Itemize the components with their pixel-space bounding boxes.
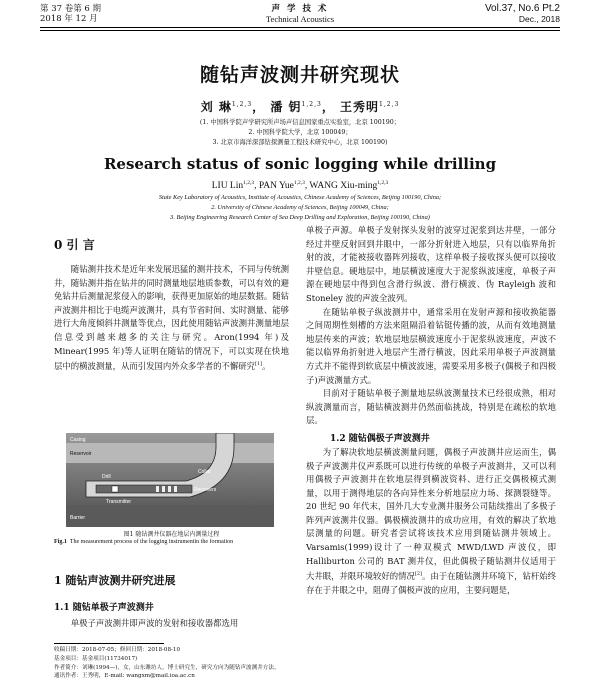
volume-en: Vol.37, No.6 Pt.2 (484, 3, 560, 14)
transmitter (112, 486, 118, 492)
journal-en: Technical Acoustics (265, 14, 335, 24)
affiliation-cn: 3. 北京市海洋深部钻探测量工程技术研究中心，北京 100190) (212, 139, 388, 146)
label-barrier: Barrier (70, 515, 86, 521)
barrier-layer (66, 505, 274, 527)
affiliations-en (0, 193, 600, 223)
author-sup: 1,2,3 (231, 101, 253, 108)
authors-cn: 刘 琳$^{1,2,3}$， 潘 钥$^{1,2,3}$， 王秀明$^{1,2,3}$ (200, 100, 400, 114)
authors-en: LIU Lin$^{1,2,3}$, PAN Yue$^{1,2,3}$, WANG Xiu-ming$^{1,2,3}$ (211, 180, 389, 192)
intro-text: 随钻测井技术是近年来发展迅猛的测井技术，不同与传统测井，随钻测井指在钻井的同时测量地层地质参数，可以有效的避免钻井后测量泥浆侵入的影响，获得更加原始的地层数据。随钻声波测井相比于电缆声波测井，具有节省时间、实时测量、能够进行大角度倾斜井测量等优点，因此使用随钻声波测井测量地层信息受到越来越多的关注与研究。Aron(1994 年)及 Minear(1995 年)等人证明在随钻的情况下，可以实现在快地层中的横波测量，从而引发国内外众多学者的不懈研究 (54, 264, 289, 371)
fund-info: 基金项目：基金项目(11734017) (54, 655, 138, 662)
date-cn: 2018 年 12 月 (40, 14, 98, 24)
header-center (40, 4, 560, 24)
affiliation-en: 3. Beijing Engineering Research Center of Sea Deep Drilling and Exploration, Beijing 100190, China) (170, 214, 430, 221)
affiliation-cn: (1. 中国科学院声学研究所声场声信息国家重点实验室，北京 100190； (199, 119, 401, 126)
running-header (40, 4, 560, 28)
author-en: WANG Xiu-ming (309, 181, 378, 192)
received-date: 收稿日期：2018-07-05；修回日期：2018-08-10 (54, 647, 181, 653)
citation-ref: [1] (255, 361, 263, 368)
figure-caption-cn: 图1 随钻测井仪器在地层内测量过程 (123, 531, 220, 538)
affiliation-cn: 2. 中国科学院大学，北京 100049； (248, 129, 352, 136)
figure-caption-en (54, 538, 289, 547)
date-en: Dec., 2018 (518, 14, 560, 24)
dipole-text: 为了解决软地层横波测量问题，偶极子声波测井应运而生，偶极子声波测井仪声系既可以进行传统的单极子声波测井，又可以利用偶极子声波测井在软地层得到横波资料、进行正交偶极模式测量，以用于测得地层的各向异性来分析地层应力场、探测裂缝等。20 世纪 90 年代末，国外几大专业测井服务公司陆续推出了多极子阵列声波测井仪器。偶极横波测井的成功应用，有效的解决了软地层测量的问题。研究者尝试将该技术应用到随钻测井领域上。Varsamis(1999)设计了一种双模式 MWD/LWD 声波仪，即 Halliburton 公司的 BAT 测井仪，但此偶极子随钻测井仪适用于大井眼，并限环境较好的情况 (306, 446, 556, 582)
figure-1-diagram (66, 433, 274, 527)
paper-title-en: Research status of sonic logging while drilling (103, 155, 497, 173)
author-en: PAN Yue (258, 181, 294, 192)
affiliations-cn (0, 118, 600, 148)
intro-paragraph (54, 263, 289, 374)
slotting-paragraph: 在随钻单极子纵波测井中，通常采用在发射声源和接收换能器之间周期性刻槽的方法来阻隔沿着钻铤传播的波，从而有效地测量地层传来的声波；软地层地层横波速度小于泥浆纵波速度，声波不能以临界角折射进入地层产生滑行横波，因此采用单极子声波测量方式并不能得到软底层中横波波速，需要采用多极子(偶极子和四极子)声波测量方式。 (306, 306, 556, 385)
receiver (162, 486, 165, 492)
left-column (54, 224, 289, 374)
reservoir-layer (66, 443, 274, 463)
author-sup: 1,2,3 (379, 101, 400, 108)
author-sup: 1,2,3 (293, 180, 305, 186)
contact-author: 通讯作者：王秀明，E-mail: wangxm@mail.ioa.ac.cn (54, 673, 195, 680)
label-reservoir: Reservoir (70, 451, 92, 457)
author-cn: 刘 琳 (200, 100, 232, 114)
header-rule-thin (40, 30, 560, 31)
label-receivers: Receivers (194, 487, 217, 493)
header-rule-thick (40, 27, 560, 28)
left-column-lower (54, 572, 289, 631)
monopole-paragraph: 单极子声源。单极子发射探头发射的波穿过泥浆到达井壁，一部分经过井壁反射回到井眼中，一部分折射进入地层，只有以临界角折射的波，才能被接收器阵列接收，这样单极子接收探头便可以接收井壁信息。硬地层中，地层横波速度大于泥浆纵波速度，单极子声源在硬地层中得到包含滑行纵波、滑行横波、伪 Rayleigh 波和 Stoneley 波的声波全波列。 (306, 225, 556, 303)
footnote-rule (54, 643, 164, 644)
receiver (174, 486, 177, 492)
section-heading-1-2: 1.2 随钻偶极子声波测井 (330, 433, 430, 444)
header-right (485, 4, 560, 24)
right-column (306, 224, 556, 597)
journal-cn: 声 学 技 术 (271, 4, 329, 14)
author-en: LIU Lin (211, 181, 244, 192)
section-heading-1: 1 随钻声波测井研究进展 (54, 574, 176, 587)
dipole-text-end: 。由于在随钻测井环境下，钻杆始终存在于井眼之中，阻碍了偶极声波的应用，主要问题是， (306, 571, 557, 595)
affiliation-en: 2. University of Chinese Academy of Sciences, Beijing 100049, China; (211, 204, 389, 211)
author-sup: 1,2,3 (243, 180, 255, 186)
monopole-intro: 单极子声波测井即声波的发射和接收器都选用 (70, 618, 239, 628)
citation-ref: [2] (414, 571, 422, 578)
figure-label: Fig.1 (54, 539, 67, 545)
receiver (168, 486, 171, 492)
label-collar: Collar (198, 469, 212, 475)
author-sup: 1,2,3 (377, 180, 389, 186)
author-bio: 作者简介：刘琳(1994—)，女，山东潍坊人，博士研究生，研究方向为随钻声波测井方法。 (54, 664, 280, 671)
intro-end: 。 (262, 360, 271, 371)
paper-title-cn: 随钻声波测井研究现状 (199, 64, 400, 86)
drill-collar (96, 485, 192, 493)
volume-cn: 第 37 卷第 6 期 (40, 4, 102, 14)
affiliation-en: State Key Laboratory of Acoustics, Institute of Acoustics, Chinese Academy of Sciences, Beijing 100190, China; (158, 194, 442, 201)
label-drill: Drill (102, 474, 111, 480)
figure-caption-en-text: The measurement process of the logging instrumentin the formation (69, 539, 234, 545)
label-transmitter: Transmitter (106, 499, 132, 505)
author-cn: 潘 钥 (270, 100, 302, 114)
section-heading-1-1: 1.1 随钻单极子声波测井 (54, 603, 154, 613)
footnote (54, 646, 289, 681)
section-heading-0: 0 引 言 (54, 238, 95, 252)
author-sup: 1,2,3 (301, 101, 322, 108)
label-casing: Casing (70, 437, 86, 443)
receiver (156, 486, 159, 492)
status-paragraph: 目前对于随钻单极子测量地层纵波测量技术已经很成熟，相对纵波测量而言，随钻横波测井仍然面临挑战，特别是在疏松的软地层。 (306, 388, 556, 426)
author-cn: 王秀明 (340, 100, 380, 114)
dipole-paragraph (306, 446, 556, 597)
